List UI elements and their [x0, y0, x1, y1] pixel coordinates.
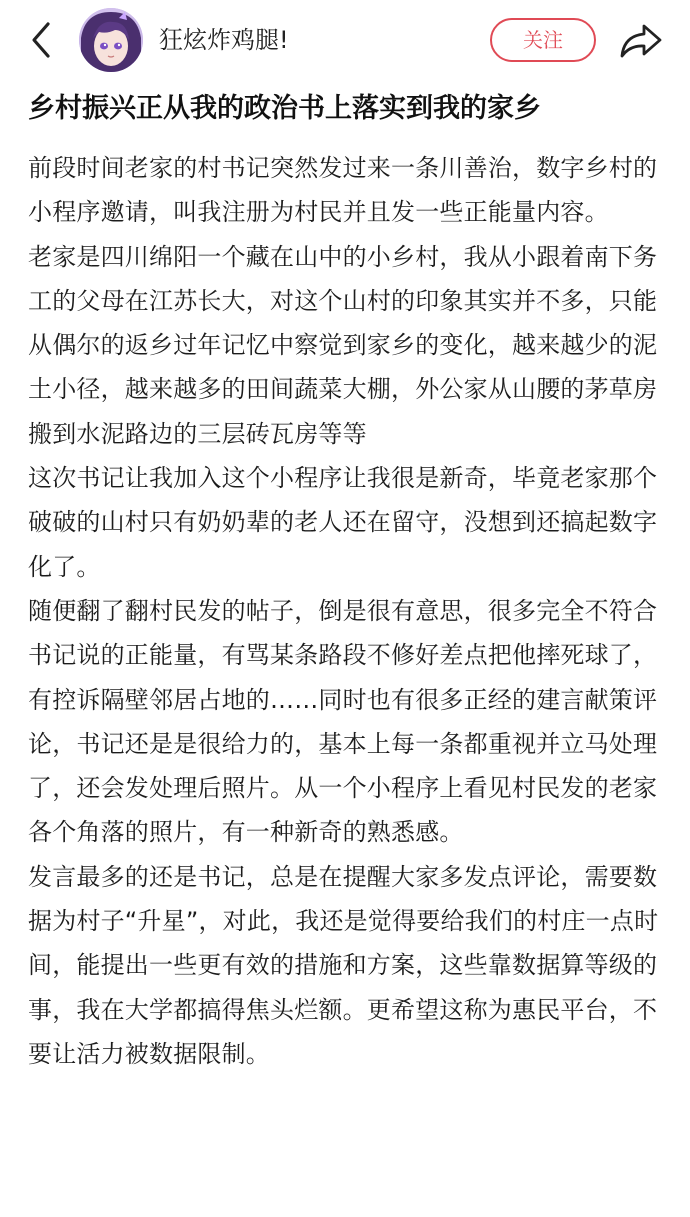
top-bar — [0, 0, 690, 84]
share-arrow-icon — [618, 20, 664, 62]
post-paragraph: 发言最多的还是书记，总是在提醒大家多发点评论，需要数据为村子“升星”，对此，我还是觉得要给我们的村庄一点时间，能提出一些更有效的措施和方案，这些靠数据算等级的事，我在大学都搞得焦头烂额。更希望这称为惠民平台，不要让活力被数据限制。 — [28, 862, 659, 1068]
chevron-left-icon — [22, 18, 62, 62]
avatar[interactable] — [79, 8, 143, 72]
post-title: 乡村振兴正从我的政治书上落实到我的家乡 — [28, 93, 541, 124]
post-paragraph: 随便翻了翻村民发的帖子，倒是很有意思，很多完全不符合书记说的正能量，有骂某条路段不修好差点把他摔死球了，有控诉隔壁邻居占地的……同时也有很多正经的建言献策评论，书记还是是很给力的，基本上每一条都重视并立马处理了，还会发处理后照片。从一个小程序上看见村民发的老家各个角落的照片，有一种新奇的熟悉感。 — [28, 596, 658, 847]
back-button[interactable] — [22, 18, 62, 62]
username[interactable]: 狂炫炸鸡腿! — [159, 26, 289, 54]
share-button[interactable] — [618, 20, 664, 62]
avatar-image — [79, 8, 143, 72]
post-body — [28, 146, 668, 1076]
post-paragraph: 前段时间老家的村书记突然发过来一条川善治，数字乡村的小程序邀请，叫我注册为村民并且发一些正能量内容。 — [28, 154, 658, 227]
post-paragraph: 老家是四川绵阳一个藏在山中的小乡村，我从小跟着南下务工的父母在江苏长大，对这个山村的印象其实并不多，只能从偶尔的返乡过年记忆中察觉到家乡的变化，越来越少的泥土小径，越来越多的田间蔬菜大棚，外公家从山腰的茅草房搬到水泥路边的三层砖瓦房等等 — [28, 242, 658, 448]
post-paragraph: 这次书记让我加入这个小程序让我很是新奇，毕竟老家那个破破的山村只有奶奶辈的老人还在留守，没想到还搞起数字化了。 — [28, 464, 658, 581]
follow-button[interactable]: 关注 — [490, 18, 596, 62]
